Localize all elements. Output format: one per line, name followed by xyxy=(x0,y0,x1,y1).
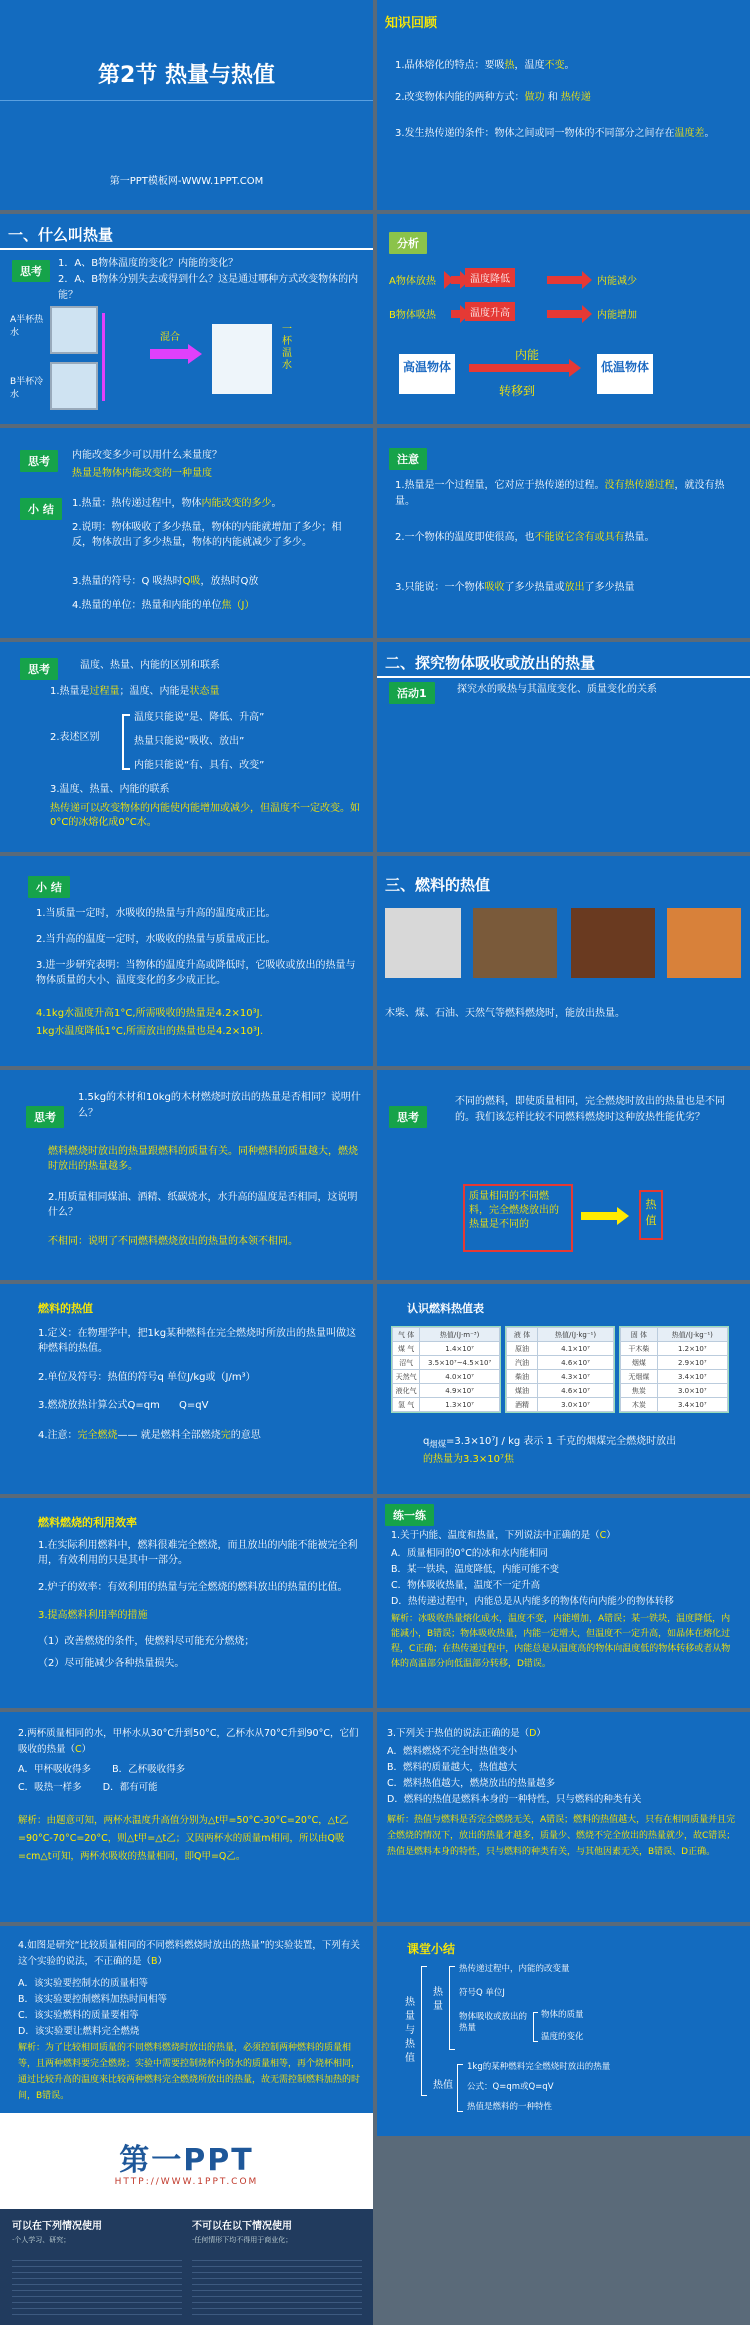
b-absorb-heat: B物体吸热 xyxy=(389,310,436,321)
heat-value-cell: 气 体 xyxy=(393,1328,420,1342)
practice-4-option-d: D．该实验要让燃料完全燃烧 xyxy=(18,2026,140,2037)
heat-value-cell: 焦炭 xyxy=(621,1384,658,1398)
label-hot-water: A半杯热水 xyxy=(10,315,44,338)
fuel-question-2: 2.用质量相同煤油、酒精、纸碳烧水，水升高的温度是否相同，这说明什么？ xyxy=(48,1192,358,1218)
a-temp-drop: 温度降低 xyxy=(465,268,515,287)
warm-water-glass-image xyxy=(212,324,272,394)
summary-heat-value-branch: 热值 xyxy=(433,2080,453,2091)
heat-value-cell: 4.9×10⁷ xyxy=(420,1384,500,1398)
heat-value-cell: 1.3×10⁷ xyxy=(420,1398,500,1412)
note-line-2: 2.一个物体的温度即使很高，也不能说它含有或具有热量。 xyxy=(395,532,655,543)
section-heading: 一、什么叫热量 xyxy=(8,226,114,244)
heat-value-row xyxy=(507,1398,614,1412)
heat-value-cell: 热值/(J·kg⁻¹) xyxy=(657,1328,727,1342)
heat-value-cell: 天然气 xyxy=(393,1370,420,1384)
heat-value-unit: 2.单位及符号：热值的符号q 单位J/kg或（J/m³） xyxy=(38,1372,256,1383)
practice-1-option-b: B．某一铁块，温度降低，内能可能不变 xyxy=(391,1564,560,1575)
heat-value-row xyxy=(621,1356,728,1370)
heat-value-cell: 3.5×10⁷~4.5×10⁷ xyxy=(420,1356,500,1370)
efficiency-line-1: 1.在实际利用燃料中，燃料很难完全燃烧，而且放出的内能不能被完全利用，有效利用的只是其中一部分。 xyxy=(38,1540,358,1566)
heat-value-row xyxy=(393,1384,500,1398)
slide-what-is-heat xyxy=(0,214,373,424)
practice-2-options-ab: A．甲杯吸收得多 B．乙杯吸收得多 xyxy=(18,1764,186,1775)
heat-value-row xyxy=(507,1356,614,1370)
distinction-temp: 温度只能说“是、降低、升高” xyxy=(134,712,265,723)
heat-value-cell: 煤油 xyxy=(507,1384,538,1398)
label-warm-water: 一杯温水 xyxy=(282,324,292,371)
def-line-2: 2.说明：物体吸收了多少热量，物体的内能就增加了多少；相反，物体放出了多少热量，物体的内能就减少了多少。 xyxy=(72,522,342,548)
link-list-right xyxy=(192,2255,362,2319)
summary-temp-change: 温度的变化 xyxy=(541,2032,584,2042)
coal-image xyxy=(385,908,461,978)
heat-value-cell: 2.9×10⁷ xyxy=(657,1356,727,1370)
review-line-2: 2.改变物体内能的两种方式：做功 和 热传递 xyxy=(395,92,591,103)
heat-value-row xyxy=(621,1384,728,1398)
def-line-1: 1.热量：热传递过程中，物体内能改变的多少。 xyxy=(72,498,282,509)
usage-allowed-heading: 可以在下列情况使用 xyxy=(12,2221,102,2232)
heat-value-cell: 木炭 xyxy=(621,1398,658,1412)
practice-3-explanation: 解析：热值与燃料是否完全燃烧无关，A错误；燃料的热值越大，只有在相同质量并且完全燃烧的情况下，放出的热量才越多，质量少、燃烧不完全放出的热量就少，故C错误；热值是燃料本身的特性，只与燃料的种类有关，与其他因素无关，B错误、D正确。 xyxy=(387,1815,736,1857)
slide-practice-4 xyxy=(0,1926,373,2136)
mix-arrow xyxy=(150,349,188,359)
heat-value-row xyxy=(507,1328,614,1342)
fuel-answer-1: 燃料燃烧时放出的热量跟燃料的质量有关。同种燃料的质量越大，燃烧时放出的热量越多。 xyxy=(48,1146,358,1172)
efficiency-line-5: （2）尽可能减少各种热量损失。 xyxy=(38,1658,185,1669)
same-mass-box: 质量相同的不同燃料，完全燃烧放出的热量是不同的 xyxy=(463,1184,573,1252)
label-cold-water: B半杯冷水 xyxy=(10,377,44,400)
template-footer xyxy=(0,2113,373,2325)
heat-value-cell: 液化气 xyxy=(393,1384,420,1398)
efficiency-line-3: 3.提高燃料利用率的措施 xyxy=(38,1610,148,1621)
heat-answer: 热量是物体内能改变的一种量度 xyxy=(72,468,212,479)
heat-value-cell: 煤 气 xyxy=(393,1342,420,1356)
low-temp-object: 低温物体 xyxy=(597,354,653,394)
practice-1-question: 1.关于内能、温度和热量，下列说法中正确的是（C） xyxy=(391,1530,616,1541)
review-line-3: 3.发生热传递的条件：物体之间或同一物体的不同部分之间存在温度差。 xyxy=(395,128,715,139)
slide-practice-2 xyxy=(0,1712,373,1922)
fuel-caption: 木柴、煤、石油、天然气等燃料燃烧时，能放出热量。 xyxy=(385,1008,625,1019)
heat-value-cell: 热值/(J·kg⁻¹) xyxy=(538,1328,614,1342)
empty-area xyxy=(377,2140,750,2325)
distinction-heading: 温度、热量、内能的区别和联系 xyxy=(80,660,220,671)
slide-review xyxy=(377,0,750,210)
usage-denied-heading: 不可以在以下情况使用 xyxy=(192,2221,292,2232)
practice-3-question: 3.下列关于热值的说法正确的是（D） xyxy=(387,1728,546,1739)
note-line-3: 3.只能说：一个物体吸收了多少热量或放出了多少热量 xyxy=(395,582,635,593)
heat-value-cell: 沼气 xyxy=(393,1356,420,1370)
slide-lesson-summary xyxy=(377,1926,750,2136)
practice-2-question: 2.两杯质量相同的水，甲杯水从30°C升到50°C，乙杯水从70°C升到90°C，它们吸收的热量（C） xyxy=(18,1728,359,1755)
heat-value-row xyxy=(393,1328,500,1342)
summary-line-1: 1.当质量一定时，水吸收的热量与升高的温度成正比。 xyxy=(36,908,276,919)
def-line-4: 4.热量的单位：热量和内能的单位焦（J） xyxy=(72,600,255,611)
solid-table xyxy=(619,1326,729,1413)
heat-value-cell: 3.0×10⁷ xyxy=(657,1384,727,1398)
review-line-1: 1.晶体熔化的特点：要吸热，温度不变。 xyxy=(395,60,575,71)
distinction-line-3: 3.温度、热量、内能的联系 xyxy=(50,784,170,795)
heat-value-cell: 原油 xyxy=(507,1342,538,1356)
heat-value-cell: 液 体 xyxy=(507,1328,538,1342)
usage-denied-text: ·任何情形下均不得用于商业化； xyxy=(192,2236,293,2244)
heat-value-row xyxy=(621,1342,728,1356)
heat-value-row xyxy=(507,1342,614,1356)
heat-question: 内能改变多少可以用什么来量度？ xyxy=(72,450,222,461)
summary-main-topic: 热量与热值 xyxy=(405,1997,415,2064)
a-release-heat: A物体放热 xyxy=(389,276,436,287)
liquid-table xyxy=(505,1326,615,1413)
heat-value-row xyxy=(621,1398,728,1412)
yellow-arrow xyxy=(581,1212,617,1220)
heat-value-row xyxy=(393,1356,500,1370)
practice-3-option-b: B．燃料的质量越大，热值越大 xyxy=(387,1762,518,1773)
summary-line-4b: 1kg水温度降低1°C,所需放出的热量也是4.2×10³J. xyxy=(36,1026,264,1037)
section-heading: 二、探究物体吸收或放出的热量 xyxy=(385,654,596,672)
practice-2-explanation: 解析：由题意可知，两杯水温度升高值分别为△t甲=50°C-30°C=20°C，△t乙=90°C-70°C=20°C，则△t甲=△t乙；又因两杯水的质量m相同，所以由Q吸=cm△t可知，两杯水吸收的热量相同，即Q甲=Q乙。 xyxy=(18,1815,349,1862)
coal-value-line-2: 的热量为3.3×10⁷焦 xyxy=(423,1454,515,1465)
efficiency-line-2: 2.炉子的效率：有效利用的热量与完全燃烧的燃料放出的热量的比值。 xyxy=(38,1582,348,1593)
high-temp-object: 高温物体 xyxy=(399,354,455,394)
heat-value-note: 4.注意：完全燃烧—— 就是燃料全部燃烧完的意思 xyxy=(38,1430,261,1441)
summary-mass: 物体的质量 xyxy=(541,2010,584,2020)
slide-heat-value-table xyxy=(377,1284,750,1494)
b-temp-rise: 温度升高 xyxy=(465,302,515,321)
slide-fuel-heat-value xyxy=(377,856,750,1066)
fuel-question-1: 1.5kg的木材和10kg的木材燃烧时放出的热量是否相同？说明什么？ xyxy=(78,1092,361,1119)
a-energy-decrease: 内能减少 xyxy=(597,276,637,287)
table-heading: 认识燃料热值表 xyxy=(407,1302,484,1315)
heat-value-row xyxy=(393,1342,500,1356)
slide-distinctions xyxy=(0,642,373,852)
summary-heat-def: 热传递过程中，内能的改变量 xyxy=(459,1964,570,1974)
practice-3-option-d: D．燃料的热值是燃料本身的一种特性，只与燃料的种类有关 xyxy=(387,1794,642,1805)
heat-value-def: 1.定义：在物理学中，把1kg某种燃料在完全燃烧时所放出的热量叫做这种燃料的热值。 xyxy=(38,1328,357,1354)
heat-value-cell: 柴油 xyxy=(507,1370,538,1384)
heat-value-cell: 热值/(J·m⁻³) xyxy=(420,1328,500,1342)
slide-practice-3 xyxy=(377,1712,750,1922)
brand-logo: 第一PPT xyxy=(119,2143,254,2178)
practice-1-option-a: A．质量相同的0°C的冰和水内能相同 xyxy=(391,1548,548,1559)
gas-table xyxy=(391,1326,501,1413)
question-2: 2．A、B物体分别失去或得到什么？这是通过哪种方式改变物体的内能？ xyxy=(58,274,359,301)
distinction-line-2: 2.表述区别 xyxy=(50,732,100,743)
distinction-line-4: 热传递可以改变物体的内能使内能增加或减少，但温度不一定改变。如0°C的冰熔化成0°C水。 xyxy=(50,803,360,828)
slide-compare-fuel xyxy=(377,1070,750,1280)
heat-value-cell: 4.6×10⁷ xyxy=(538,1356,614,1370)
heat-value-cell: 4.0×10⁷ xyxy=(420,1370,500,1384)
slide-heat-definition xyxy=(0,428,373,638)
distinction-heat: 热量只能说“吸收、放出” xyxy=(134,736,245,747)
heat-value-cell: 4.1×10⁷ xyxy=(538,1342,614,1356)
think-tag: 思考 xyxy=(26,1106,64,1128)
section-heading: 三、燃料的热值 xyxy=(385,876,491,894)
activity-tag: 活动1 xyxy=(389,682,435,704)
heat-value-cell: 4.3×10⁷ xyxy=(538,1370,614,1384)
practice-4-option-b: B．该实验要控制燃料加热时间相等 xyxy=(18,1994,168,2005)
transfer-arrow xyxy=(469,364,569,372)
energy-label: 内能 xyxy=(515,348,540,362)
activity-text: 探究水的吸热与其温度变化、质量变化的关系 xyxy=(457,684,657,695)
heat-value-row xyxy=(621,1370,728,1384)
heat-value-cell: 氢 气 xyxy=(393,1398,420,1412)
brand-url: HTTP://WWW.1PPT.COM xyxy=(114,2177,259,2187)
efficiency-heading: 燃料燃烧的利用效率 xyxy=(38,1516,137,1529)
analysis-tag: 分析 xyxy=(389,232,427,254)
hot-water-cup-image xyxy=(50,306,98,354)
practice-4-option-c: C．该实验燃料的质量要相等 xyxy=(18,2010,139,2021)
slide-heat-value-def xyxy=(0,1284,373,1494)
lesson-title: 第2节 热量与热值 xyxy=(98,63,275,88)
compare-text: 不同的燃料，即使质量相同，完全燃烧时放出的热量也是不同的。我们该怎样比较不同燃料燃烧时这种放热性能优劣？ xyxy=(455,1096,725,1123)
efficiency-line-4: （1）改善燃烧的条件，使燃料尽可能充分燃烧； xyxy=(38,1636,255,1647)
slide-title xyxy=(0,0,373,210)
slide-summary-heat xyxy=(0,856,373,1066)
summary-tag: 小 结 xyxy=(28,876,70,898)
think-tag: 思考 xyxy=(20,658,58,680)
summary-property: 热值是燃料的一种特性 xyxy=(467,2102,553,2112)
summary-line-4a: 4.1kg水温度升高1°C,所需吸收的热量是4.2×10³J. xyxy=(36,1008,263,1019)
practice-2-options-cd: C．吸热一样多 D．都有可能 xyxy=(18,1782,158,1793)
practice-1-option-d: D．热传递过程中，内能总是从内能多的物体传向内能少的物体转移 xyxy=(391,1596,674,1607)
summary-tag: 小 结 xyxy=(20,498,62,520)
practice-3-option-c: C．燃料热值越大，燃烧放出的热量越多 xyxy=(387,1778,556,1789)
summary-formula: 公式：Q=qm或Q=qV xyxy=(467,2082,554,2092)
site-subtitle: 第一PPT模板网-WWW.1PPT.COM xyxy=(109,176,264,187)
note-line-1: 1.热量是一个过程量，它对应于热传递的过程。没有热传递过程，就没有热量。 xyxy=(395,480,725,507)
heat-value-row xyxy=(393,1398,500,1412)
heat-value-cell: 固 体 xyxy=(621,1328,658,1342)
heat-value-cell: 3.0×10⁷ xyxy=(538,1398,614,1412)
practice-4-explanation: 解析：为了比较相同质量的不同燃料燃烧时放出的热量，必须控制两种燃料的质量相等，且两种燃料要完全燃烧；实验中需要控制烧杯内的水的质量相等，再个烧杯相同，通过比较升高的温度来比较两种燃料完全燃烧所放出的热量，故无需控制燃料加热的时间，B错误。 xyxy=(18,2043,361,2101)
question-1: 1．A、B物体温度的变化？内能的变化？ xyxy=(58,258,239,269)
review-heading: 知识回顾 xyxy=(385,16,438,31)
practice-tag: 练一练 xyxy=(385,1504,434,1526)
think-tag: 思考 xyxy=(20,450,58,472)
heat-value-cell: 1.2×10⁷ xyxy=(657,1342,727,1356)
heat-value-cell: 汽油 xyxy=(507,1356,538,1370)
summary-heat-branch: 热量 xyxy=(433,1987,443,2012)
heat-value-cell: 烟煤 xyxy=(621,1356,658,1370)
heat-value-cell: 干木柴 xyxy=(621,1342,658,1356)
heat-value-row xyxy=(393,1370,500,1384)
practice-1-explanation: 解析：冰吸收热量熔化成水，温度不变，内能增加，A错误；某一铁块，温度降低，内能减小，B错误；物体吸收热量，内能一定增大，但温度不一定升高，如晶体在熔化过程，C正确；在热传递过程中，内能总是从温度高的物体向温度低的物体转移或者从物体的高温部分向低温部分转移，D错误。 xyxy=(391,1614,731,1669)
usage-allowed-text: ·个人学习、研究； xyxy=(12,2236,71,2244)
note-tag: 注意 xyxy=(389,448,427,470)
heat-value-cell: 3.4×10⁷ xyxy=(657,1398,727,1412)
slide-analysis xyxy=(377,214,750,424)
summary-line-2: 2.当升高的温度一定时，水吸收的热量与质量成正比。 xyxy=(36,934,276,945)
heat-value-heading: 燃料的热值 xyxy=(38,1302,93,1315)
heat-value-cell: 3.4×10⁷ xyxy=(657,1370,727,1384)
link-list-left xyxy=(12,2255,182,2319)
wood-image xyxy=(473,908,557,978)
practice-4-option-a: A．该实验要控制水的质量相等 xyxy=(18,1978,148,1989)
distinction-line-1: 1.热量是过程量；温度、内能是状态量 xyxy=(50,686,220,697)
heat-value-row xyxy=(507,1384,614,1398)
fuel-answer-2: 不相同：说明了不同燃料燃烧放出的热量的本领不相同。 xyxy=(48,1236,298,1247)
slide-fuel-question xyxy=(0,1070,373,1280)
b-energy-increase: 内能增加 xyxy=(597,310,637,321)
cold-water-cup-image xyxy=(50,362,98,410)
mix-label: 混合 xyxy=(160,332,180,343)
practice-1-option-c: C．物体吸收热量，温度不一定升高 xyxy=(391,1580,541,1591)
think-tag: 思考 xyxy=(12,260,50,282)
summary-heat-factor: 物体吸收或放出的热量 xyxy=(459,2012,528,2033)
summary-heading: 课堂小结 xyxy=(407,1942,456,1956)
heat-value-cell: 1.4×10⁷ xyxy=(420,1342,500,1356)
heat-value-cell: 无烟煤 xyxy=(621,1370,658,1384)
slide-efficiency xyxy=(0,1498,373,1708)
heat-value-formula: 3.燃烧放热计算公式Q=qm Q=qV xyxy=(38,1400,209,1411)
coal-value-line: $q_{烟煤}=3.3\times 10^7J$ / kg 表示 1 千克的烟煤完全燃烧时放出 xyxy=(423,1436,677,1449)
think-tag: 思考 xyxy=(389,1106,427,1128)
heat-value-cell: 酒精 xyxy=(507,1398,538,1412)
slide-practice-1 xyxy=(377,1498,750,1708)
summary-heat-value-def: 1kg的某种燃料完全燃烧时放出的热量 xyxy=(467,2062,611,2072)
gas-flame-image xyxy=(667,908,741,978)
oil-refinery-image xyxy=(571,908,655,978)
transfer-label: 转移到 xyxy=(499,384,536,398)
heat-value-row xyxy=(621,1328,728,1342)
distinction-energy: 内能只能说“有、具有、改变” xyxy=(134,760,265,771)
slide-notes xyxy=(377,428,750,638)
slide-explore xyxy=(377,642,750,852)
heat-value-cell: 4.6×10⁷ xyxy=(538,1384,614,1398)
summary-line-3: 3.进一步研究表明：当物体的温度升高或降低时，它吸收或放出的热量与物体质量的大小、温度变化的多少成正比。 xyxy=(36,960,356,986)
practice-4-question: 4.如图是研究“比较质量相同的不同燃料燃烧时放出的热量”的实验装置，下列有关这个实验的说法，不正确的是（B） xyxy=(18,1940,360,1967)
summary-heat-symbol: 符号Q 单位J xyxy=(459,1988,505,1998)
def-line-3: 3.热量的符号：Q 吸热时Q吸，放热时Q放 xyxy=(72,576,259,587)
heat-value-box: 热值 xyxy=(639,1190,663,1240)
heat-value-row xyxy=(507,1370,614,1384)
practice-3-option-a: A．燃料燃烧不完全时热值变小 xyxy=(387,1746,517,1757)
